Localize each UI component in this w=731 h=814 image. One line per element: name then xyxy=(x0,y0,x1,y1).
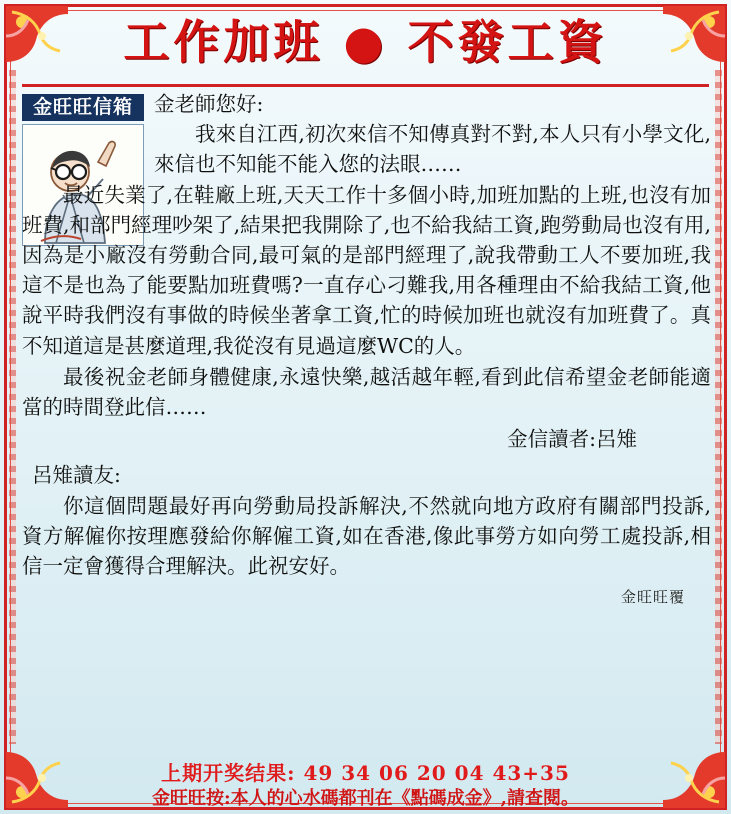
letter-text xyxy=(22,90,711,608)
lottery-numbers: 49 34 06 20 04 43+35 xyxy=(303,761,570,785)
article-body xyxy=(22,90,711,762)
letter-paragraph: 最後祝金老師身體健康,永遠快樂,越活越年輕,看到此信希望金老師能適當的時間登此信…… xyxy=(22,364,711,419)
title-divider xyxy=(22,84,709,87)
lottery-results xyxy=(0,757,731,786)
reply-body: 你這個問題最好再向勞動局投訴解決,不然就向地方政府有關部門投訴,資方解僱你按理應發給你解僱工資,如在香港,像此事勞方如向勞工處投訴,相信一定會獲得合理解決。此祝安好。 xyxy=(22,494,711,579)
editor-footnote: 金旺旺按:本人的心水碼都刊在《點碼成金》,請查閱。 xyxy=(152,788,579,809)
letter-salutation: 金老師您好: xyxy=(154,92,264,116)
left-decorative-band xyxy=(9,70,16,744)
reply-greeting: 呂雉讀友: xyxy=(32,463,121,488)
lottery-label: 上期开奖结果: xyxy=(161,761,296,785)
page-title: 工作加班 ● 不發工資 xyxy=(123,15,608,69)
letter-paragraph: 最近失業了,在鞋廠上班,天天工作十多個小時,加班加點的上班,也沒有加班費,和部門經理吵架了,結果把我開除了,也不給我結工資,跑勞動局也沒有用,因為是小廠沒有勞動合同,最可氣的是部門經理了,說我帶動工人不要加班,我這不是也為了能要點加班費嗎?一直存心刁難我,用各種理由不給我結工資,他說平時我們沒有事做的時候坐著拿工資,忙的時候加班也就沒有加班費了。真不知道這是甚麼道理,我從沒有見過這麼WC的人。 xyxy=(22,182,711,358)
letter-signature: 金信讀者:呂雉 xyxy=(507,426,637,451)
reply-signature: 金旺旺覆 xyxy=(620,587,685,606)
letter-paragraph: 我來自江西,初次來信不知傳真對不對,本人只有小學文化,來信也不知能不能入您的法眼…… xyxy=(154,121,711,176)
mailbox-badge: 金旺旺信箱 xyxy=(22,94,144,121)
right-decorative-band xyxy=(715,70,722,744)
letter-first-paragraph-block xyxy=(154,119,711,179)
